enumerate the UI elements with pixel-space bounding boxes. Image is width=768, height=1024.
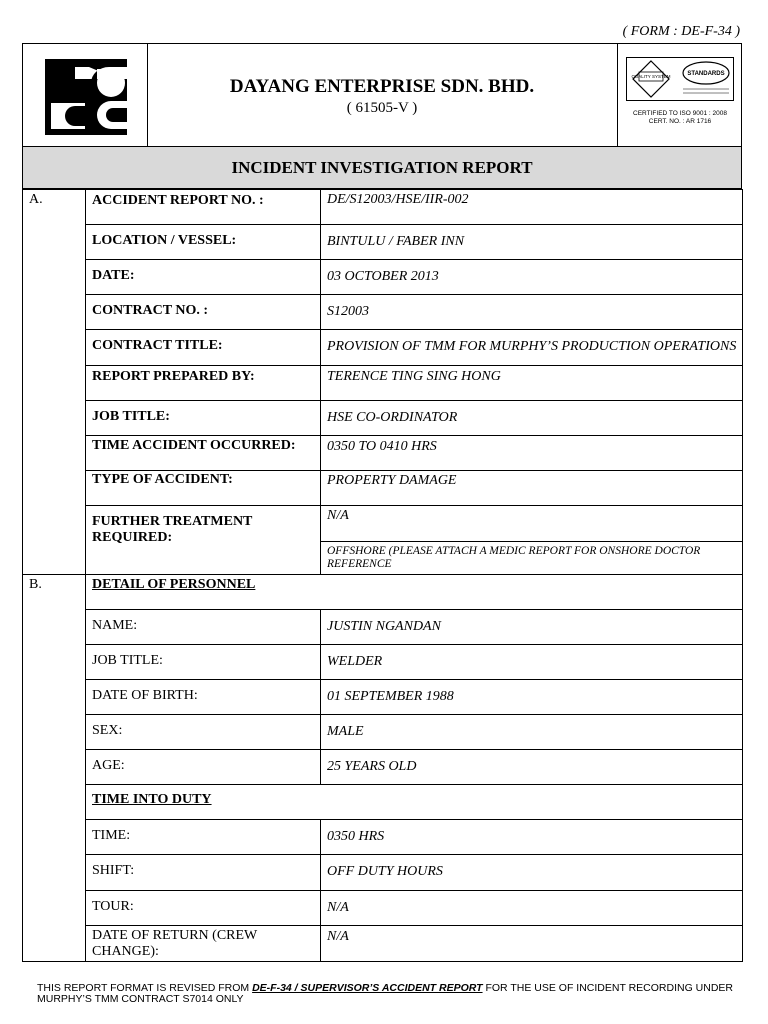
accident-report-no-label: ACCIDENT REPORT NO. : (86, 190, 321, 225)
tour-label: TOUR: (86, 891, 321, 926)
table-row (23, 366, 743, 401)
time-into-duty-heading: TIME INTO DUTY (86, 785, 743, 820)
table-row (23, 610, 743, 645)
table-row (23, 471, 743, 506)
time-value: 0350 HRS (321, 820, 743, 855)
time-accident-value: 0350 TO 0410 HRS (321, 436, 743, 471)
table-row (23, 401, 743, 436)
report-title: INCIDENT INVESTIGATION REPORT (22, 147, 742, 189)
section-a-letter: A. (23, 190, 86, 575)
date-of-return-label: DATE OF RETURN (CREW CHANGE): (86, 926, 321, 962)
report-table (22, 189, 743, 962)
location-label: LOCATION / VESSEL: (86, 225, 321, 260)
table-row (23, 436, 743, 471)
further-treatment-note: OFFSHORE (PLEASE ATTACH A MEDIC REPORT FOR ONSHORE DOCTOR REFERENCE (321, 542, 743, 575)
table-row (23, 820, 743, 855)
location-value: BINTULU / FABER INN (321, 225, 743, 260)
table-row (23, 855, 743, 891)
type-of-accident-value: PROPERTY DAMAGE (321, 471, 743, 506)
footer-suffix: FOR THE USE OF INCIDENT RECORDING UNDER MURPHY’S TMM CONTRACT S7014 ONLY (37, 982, 734, 1005)
table-row (23, 190, 743, 225)
certification-badges (626, 57, 734, 101)
age-value: 25 YEARS OLD (321, 750, 743, 785)
table-row (23, 645, 743, 680)
company-registration: ( 61505-V ) (346, 100, 418, 116)
table-row (23, 225, 743, 260)
date-label: DATE: (86, 260, 321, 295)
job-title-value: HSE CO-ORDINATOR (321, 401, 743, 436)
shift-value: OFF DUTY HOURS (321, 855, 743, 891)
table-row (23, 506, 743, 542)
contract-no-value: S12003 (321, 295, 743, 330)
table-row (23, 715, 743, 750)
personnel-job-title-label: JOB TITLE: (86, 645, 321, 680)
cert-standard: CERTIFIED TO ISO 9001 : 2008 (633, 110, 727, 117)
footer-note (37, 983, 737, 1005)
age-label: AGE: (86, 750, 321, 785)
personnel-job-title-value: WELDER (321, 645, 743, 680)
accident-report-no-value: DE/S12003/HSE/IIR-002 (321, 190, 743, 225)
name-value: JUSTIN NGANDAN (321, 610, 743, 645)
document-header (22, 43, 742, 147)
job-title-label: JOB TITLE: (86, 401, 321, 436)
date-of-birth-value: 01 SEPTEMBER 1988 (321, 680, 743, 715)
table-row (23, 750, 743, 785)
date-of-birth-label: DATE OF BIRTH: (86, 680, 321, 715)
prepared-by-value: TERENCE TING SING HONG (321, 366, 743, 401)
shift-label: SHIFT: (86, 855, 321, 891)
type-of-accident-label: TYPE OF ACCIDENT: (86, 471, 321, 506)
prepared-by-label: REPORT PREPARED BY: (86, 366, 321, 401)
tour-value: N/A (321, 891, 743, 926)
sex-value: MALE (321, 715, 743, 750)
company-name: DAYANG ENTERPRISE SDN. BHD. (229, 76, 535, 97)
svg-text:STANDARDS: STANDARDS (687, 71, 725, 77)
name-label: NAME: (86, 610, 321, 645)
table-row (23, 260, 743, 295)
table-row (23, 330, 743, 366)
quality-badge-icon (627, 58, 733, 100)
table-row (23, 785, 743, 820)
further-treatment-label: FURTHER TREATMENT REQUIRED: (86, 506, 321, 575)
footer-form-reference: DE-F-34 / SUPERVISOR’S ACCIDENT REPORT (252, 982, 483, 994)
date-of-return-value: N/A (321, 926, 743, 962)
svg-text:QUALITY SYSTEM: QUALITY SYSTEM (631, 74, 671, 79)
table-row (23, 295, 743, 330)
further-treatment-value: N/A (321, 506, 743, 542)
table-row (23, 575, 743, 610)
sex-label: SEX: (86, 715, 321, 750)
contract-title-label: CONTRACT TITLE: (86, 330, 321, 366)
cert-number: CERT. NO. : AR 1716 (648, 118, 712, 125)
date-value: 03 OCTOBER 2013 (321, 260, 743, 295)
certification-block (617, 44, 742, 146)
company-block (147, 44, 617, 146)
footer-prefix: THIS REPORT FORMAT IS REVISED FROM (37, 982, 253, 994)
section-b-letter: B. (23, 575, 86, 962)
time-label: TIME: (86, 820, 321, 855)
time-accident-label: TIME ACCIDENT OCCURRED: (86, 436, 321, 471)
contract-no-label: CONTRACT NO. : (86, 295, 321, 330)
table-row (23, 680, 743, 715)
dayang-logo-icon (45, 59, 127, 135)
detail-of-personnel-heading: DETAIL OF PERSONNEL (86, 575, 743, 610)
table-row (23, 891, 743, 926)
form-code: ( FORM : DE-F-34 ) (622, 24, 740, 39)
contract-title-value: PROVISION OF TMM FOR MURPHY’S PRODUCTION OPERATIONS (321, 330, 743, 366)
table-row (23, 926, 743, 962)
company-logo (23, 44, 148, 146)
